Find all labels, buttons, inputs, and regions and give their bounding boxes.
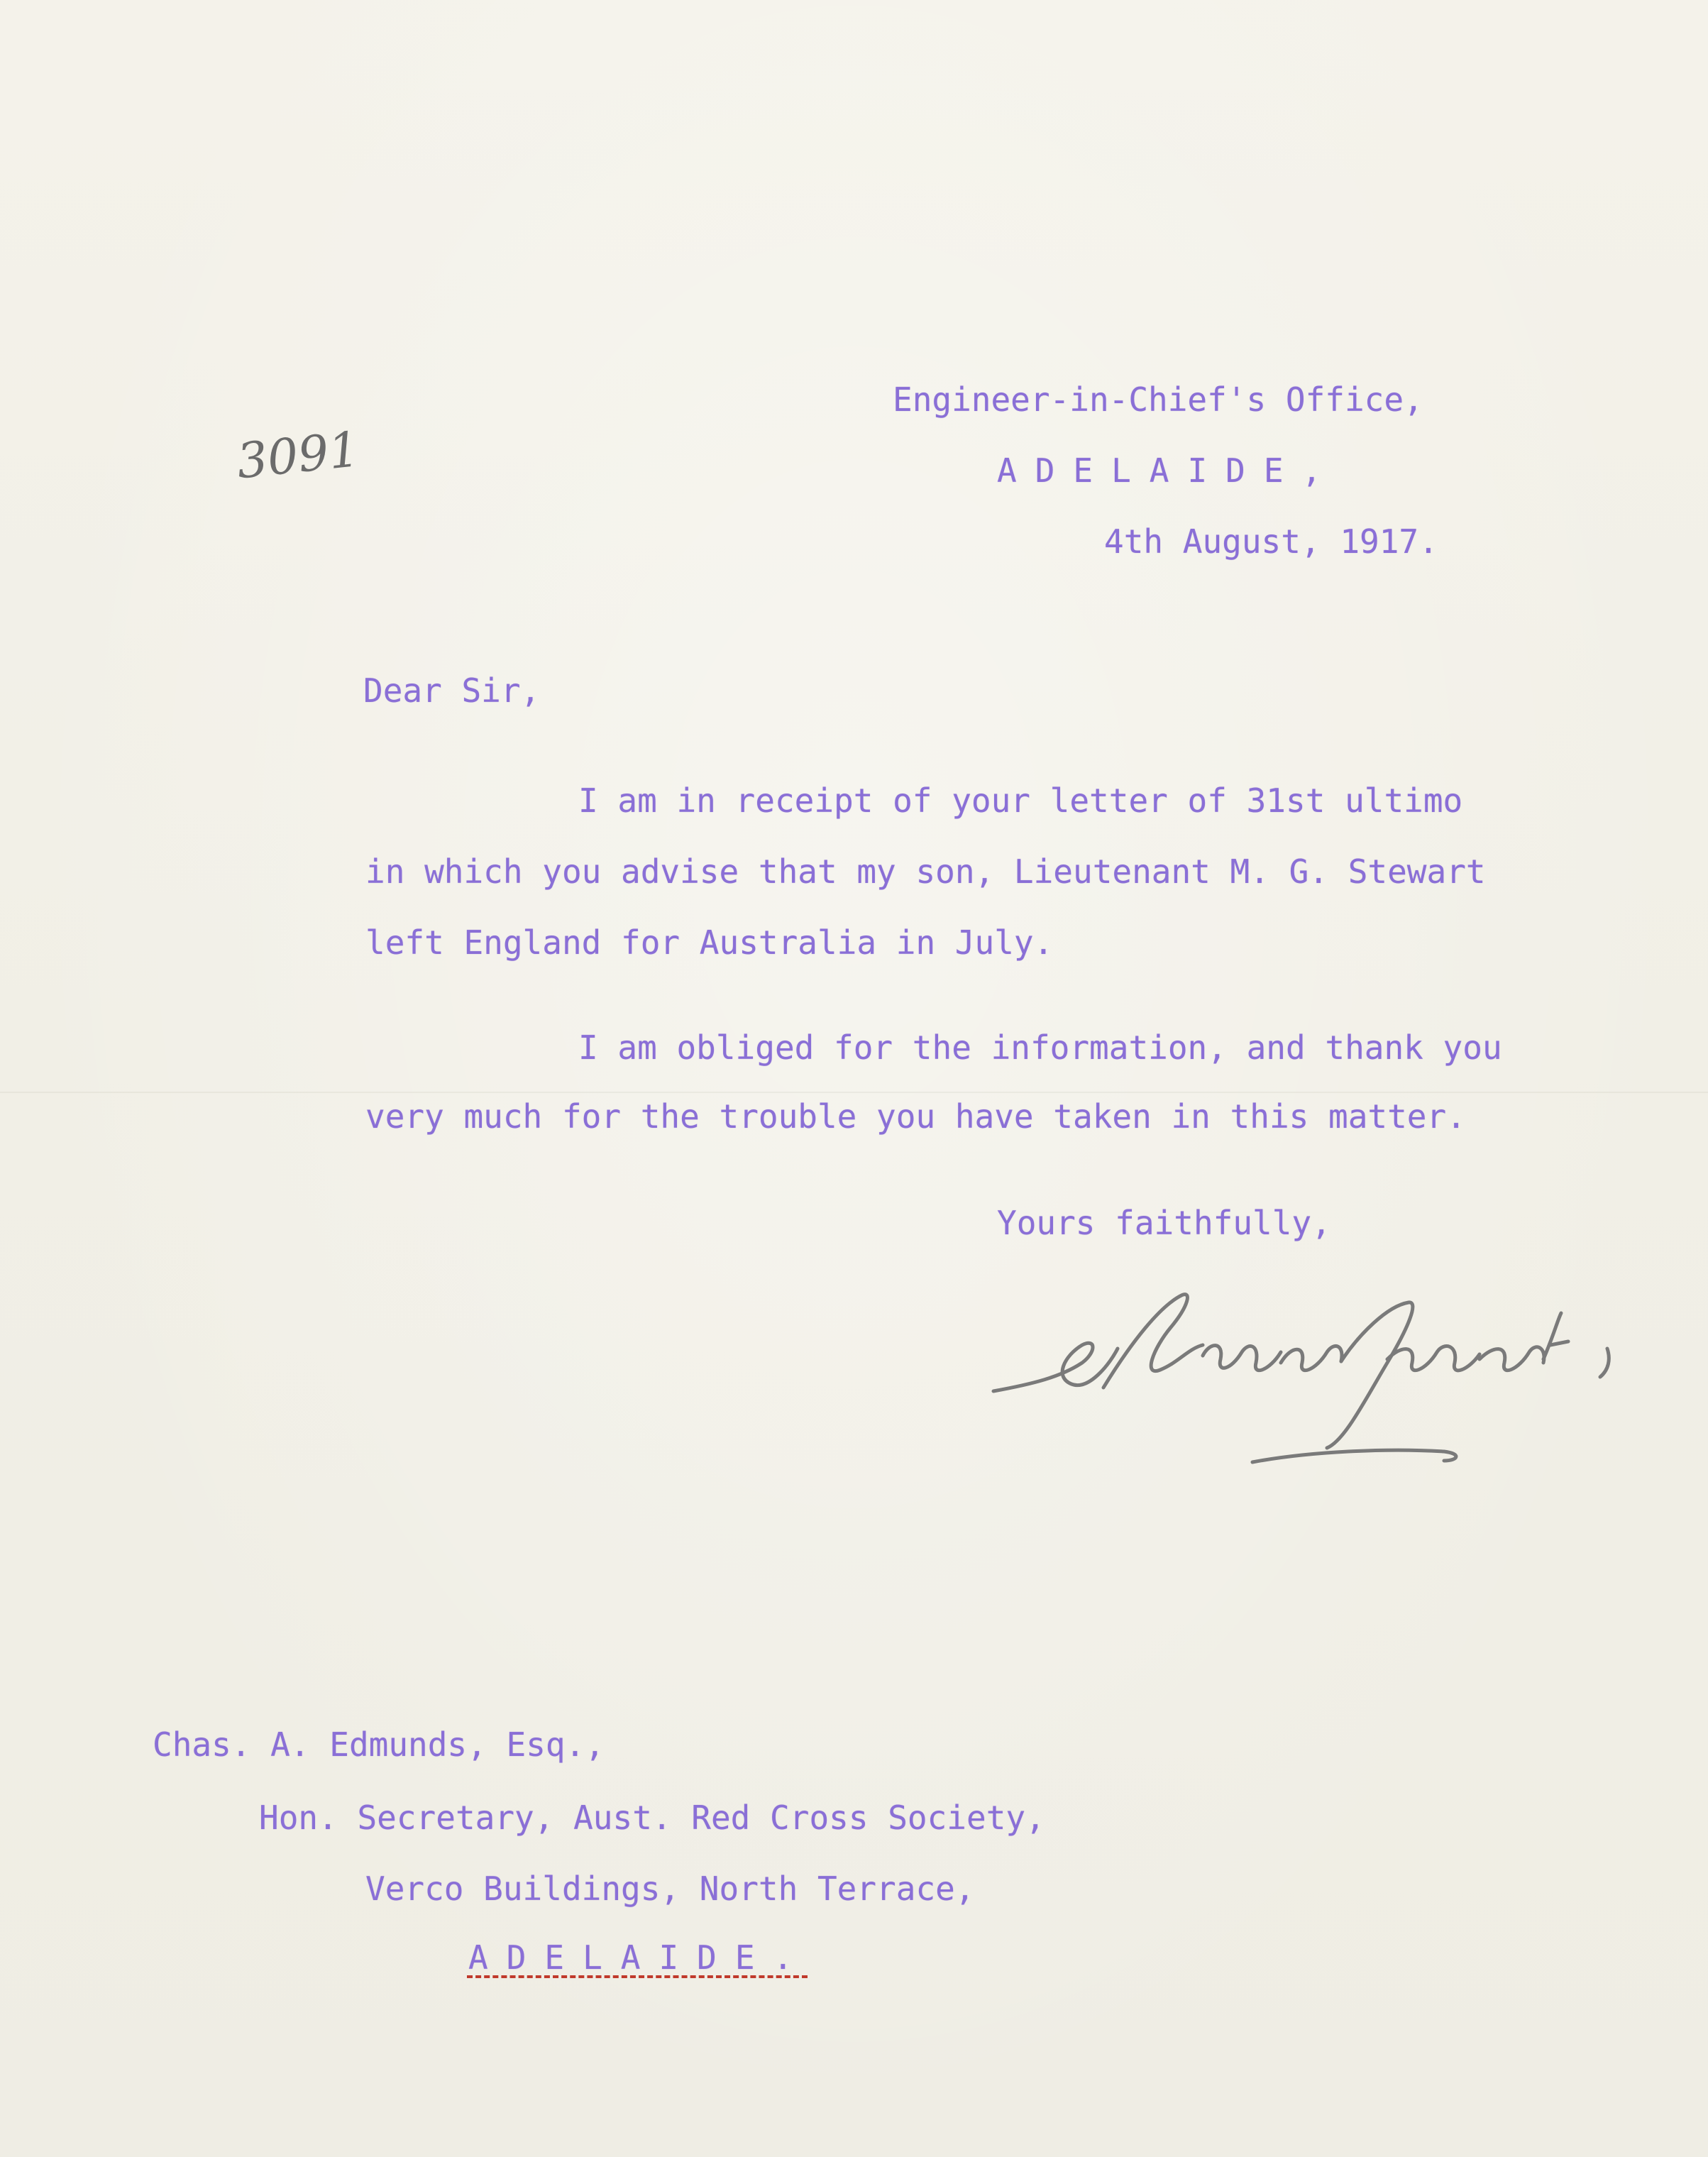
- salutation: Dear Sir,: [363, 671, 541, 710]
- letterhead-city: ADELAIDE,: [997, 451, 1340, 490]
- body-paragraph-2-line-2: very much for the trouble you have taken in this matter.: [365, 1097, 1466, 1136]
- closing: Yours faithfully,: [997, 1204, 1331, 1242]
- paper-fold-line: [0, 1092, 1708, 1093]
- letter-date: 4th August, 1917.: [1104, 522, 1438, 561]
- addressee-title: Hon. Secretary, Aust. Red Cross Society,: [259, 1799, 1045, 1837]
- paper-watermark: [766, 85, 844, 724]
- body-paragraph-1-line-2: in which you advise that my son, Lieutenant M. G. Stewart: [365, 852, 1486, 891]
- pencil-reference-number: 3091: [234, 421, 363, 490]
- body-paragraph-2-line-1: I am obliged for the information, and thank you: [578, 1028, 1502, 1067]
- body-paragraph-1-line-3: left England for Australia in July.: [365, 923, 1054, 962]
- letterhead-office: Engineer-in-Chief's Office,: [893, 380, 1423, 419]
- body-paragraph-1-line-1: I am in receipt of your letter of 31st ultimo: [578, 781, 1463, 820]
- addressee-name: Chas. A. Edmunds, Esq.,: [153, 1725, 605, 1764]
- addressee-street: Verco Buildings, North Terrace,: [365, 1870, 975, 1908]
- handwritten-signature: [990, 1278, 1629, 1491]
- addressee-city: ADELAIDE.: [468, 1938, 812, 1977]
- addressee-city-underline: [467, 1975, 808, 1978]
